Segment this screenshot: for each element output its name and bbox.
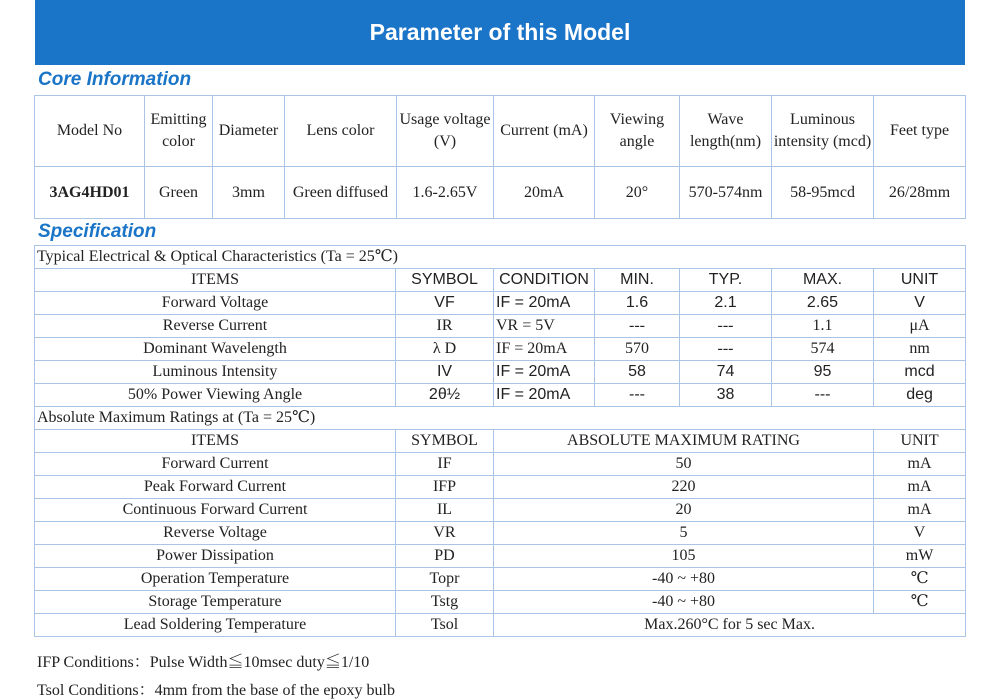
core-value-cell: 570-574nm: [680, 167, 772, 219]
electrical-header-cell: UNIT: [874, 269, 966, 292]
electrical-typ: 74: [680, 361, 772, 384]
absolute-symbol: IF: [396, 453, 494, 476]
absolute-symbol: Topr: [396, 568, 494, 591]
core-value-cell: Green: [145, 167, 213, 219]
absolute-rating: Max.260°C for 5 sec Max.: [494, 614, 966, 637]
core-header-cell: Viewing angle: [595, 96, 680, 167]
absolute-row: [35, 545, 966, 568]
electrical-item: Reverse Current: [35, 315, 396, 338]
core-header-cell: Lens color: [285, 96, 397, 167]
absolute-row: [35, 453, 966, 476]
electrical-header-cell: ITEMS: [35, 269, 396, 292]
electrical-max: ---: [772, 384, 874, 407]
absolute-rating: 105: [494, 545, 874, 568]
absolute-symbol: IL: [396, 499, 494, 522]
electrical-row: [35, 315, 966, 338]
electrical-header-cell: MAX.: [772, 269, 874, 292]
electrical-row: [35, 292, 966, 315]
absolute-row: [35, 522, 966, 545]
absolute-rating: -40 ~ +80: [494, 591, 874, 614]
core-value-cell: 26/28mm: [874, 167, 966, 219]
electrical-min: 58: [595, 361, 680, 384]
electrical-header-cell: CONDITION: [494, 269, 595, 292]
electrical-unit: deg: [874, 384, 966, 407]
electrical-min: ---: [595, 315, 680, 338]
electrical-condition: IF = 20mA: [494, 338, 595, 361]
absolute-item: Peak Forward Current: [35, 476, 396, 499]
electrical-condition: IF = 20mA: [494, 384, 595, 407]
absolute-rating: 5: [494, 522, 874, 545]
absolute-header-cell: SYMBOL: [396, 430, 494, 453]
page-banner: [35, 0, 965, 65]
absolute-caption-row: [35, 407, 966, 430]
electrical-condition: VR = 5V: [494, 315, 595, 338]
absolute-symbol: VR: [396, 522, 494, 545]
core-information-title: Core Information: [38, 69, 192, 90]
absolute-header-cell: ABSOLUTE MAXIMUM RATING: [494, 430, 874, 453]
electrical-min: 1.6: [595, 292, 680, 315]
core-value-cell: 58-95mcd: [772, 167, 874, 219]
ifp-conditions-note: IFP Conditions：Pulse Width≦10msec duty≦1/10: [37, 654, 370, 671]
absolute-row: [35, 499, 966, 522]
absolute-header-row: [35, 430, 966, 453]
electrical-symbol: λ D: [396, 338, 494, 361]
electrical-typ: 38: [680, 384, 772, 407]
absolute-row: [35, 591, 966, 614]
electrical-item: Dominant Wavelength: [35, 338, 396, 361]
electrical-unit: μA: [874, 315, 966, 338]
banner-title: Parameter of this Model: [369, 19, 631, 45]
electrical-header-cell: TYP.: [680, 269, 772, 292]
electrical-condition: IF = 20mA: [494, 361, 595, 384]
electrical-min: ---: [595, 384, 680, 407]
core-header-cell: Luminous intensity (mcd): [772, 96, 874, 167]
absolute-header-cell: UNIT: [874, 430, 966, 453]
absolute-item: Lead Soldering Temperature: [35, 614, 396, 637]
core-value-row: [35, 167, 966, 219]
core-header-cell: Feet type: [874, 96, 966, 167]
model-number: 3AG4HD01: [35, 167, 145, 219]
absolute-row: [35, 614, 966, 637]
core-header-cell: Emitting color: [145, 96, 213, 167]
core-value-cell: 3mm: [213, 167, 285, 219]
electrical-unit: nm: [874, 338, 966, 361]
absolute-item: Forward Current: [35, 453, 396, 476]
electrical-caption-row: [35, 246, 966, 269]
electrical-typ: 2.1: [680, 292, 772, 315]
absolute-symbol: Tstg: [396, 591, 494, 614]
specification-title: Specification: [38, 221, 157, 242]
electrical-row: [35, 338, 966, 361]
electrical-min: 570: [595, 338, 680, 361]
electrical-header-row: [35, 269, 966, 292]
electrical-item: Forward Voltage: [35, 292, 396, 315]
electrical-header-cell: MIN.: [595, 269, 680, 292]
core-information-table: [34, 95, 966, 219]
electrical-caption: Typical Electrical & Optical Characteristics (Ta = 25℃): [35, 246, 966, 269]
electrical-symbol: IR: [396, 315, 494, 338]
absolute-item: Operation Temperature: [35, 568, 396, 591]
core-value-cell: 20°: [595, 167, 680, 219]
absolute-rating: 50: [494, 453, 874, 476]
core-header-row: [35, 96, 966, 167]
electrical-item: 50% Power Viewing Angle: [35, 384, 396, 407]
electrical-header-cell: SYMBOL: [396, 269, 494, 292]
absolute-row: [35, 476, 966, 499]
electrical-max: 2.65: [772, 292, 874, 315]
specification-table: [34, 245, 966, 637]
absolute-symbol: IFP: [396, 476, 494, 499]
electrical-symbol: VF: [396, 292, 494, 315]
absolute-header-cell: ITEMS: [35, 430, 396, 453]
core-header-cell: Diameter: [213, 96, 285, 167]
electrical-typ: ---: [680, 315, 772, 338]
absolute-rating: 20: [494, 499, 874, 522]
core-header-cell: Wave length(nm): [680, 96, 772, 167]
absolute-item: Continuous Forward Current: [35, 499, 396, 522]
absolute-rating: 220: [494, 476, 874, 499]
core-header-cell: Usage voltage (V): [397, 96, 494, 167]
core-value-cell: 1.6-2.65V: [397, 167, 494, 219]
absolute-unit: V: [874, 522, 966, 545]
absolute-rating: -40 ~ +80: [494, 568, 874, 591]
absolute-unit: ℃: [874, 568, 966, 591]
electrical-row: [35, 384, 966, 407]
electrical-unit: V: [874, 292, 966, 315]
absolute-item: Power Dissipation: [35, 545, 396, 568]
electrical-max: 1.1: [772, 315, 874, 338]
core-value-cell: 20mA: [494, 167, 595, 219]
absolute-unit: mW: [874, 545, 966, 568]
tsol-conditions-note: Tsol Conditions：4mm from the base of the epoxy bulb: [37, 682, 395, 699]
electrical-row: [35, 361, 966, 384]
absolute-unit: mA: [874, 499, 966, 522]
electrical-typ: ---: [680, 338, 772, 361]
absolute-item: Storage Temperature: [35, 591, 396, 614]
absolute-row: [35, 568, 966, 591]
absolute-unit: ℃: [874, 591, 966, 614]
absolute-unit: mA: [874, 476, 966, 499]
absolute-unit: mA: [874, 453, 966, 476]
electrical-condition: IF = 20mA: [494, 292, 595, 315]
electrical-symbol: IV: [396, 361, 494, 384]
electrical-max: 574: [772, 338, 874, 361]
electrical-unit: mcd: [874, 361, 966, 384]
absolute-item: Reverse Voltage: [35, 522, 396, 545]
core-value-cell: Green diffused: [285, 167, 397, 219]
core-header-cell: Model No: [35, 96, 145, 167]
absolute-symbol: Tsol: [396, 614, 494, 637]
absolute-symbol: PD: [396, 545, 494, 568]
absolute-caption: Absolute Maximum Ratings at (Ta = 25℃): [35, 407, 966, 430]
electrical-symbol: 2θ½: [396, 384, 494, 407]
electrical-item: Luminous Intensity: [35, 361, 396, 384]
core-header-cell: Current (mA): [494, 96, 595, 167]
electrical-max: 95: [772, 361, 874, 384]
